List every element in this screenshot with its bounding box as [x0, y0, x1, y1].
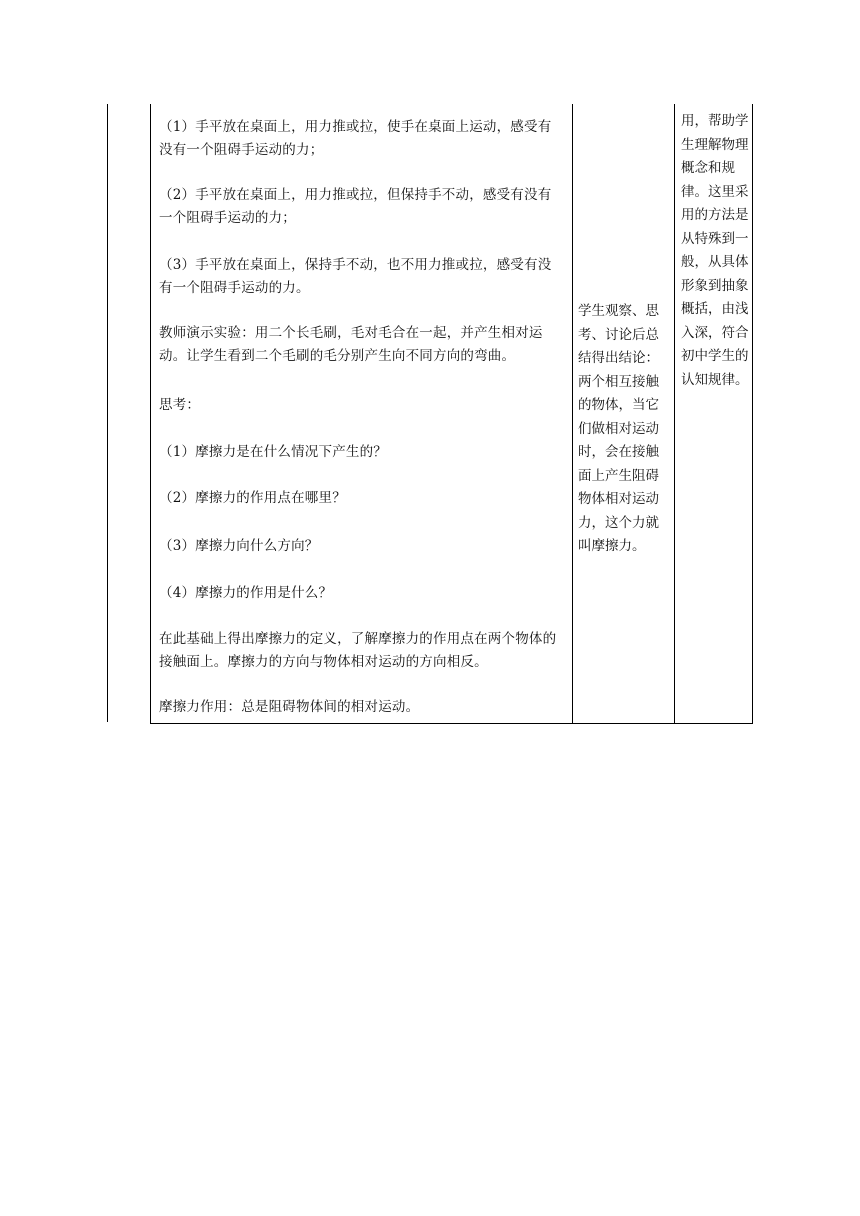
design-intent-text: 用，帮助学生理解物理概念和规律。这里采用的方法是从特殊到一般，从具体形象到抽象概括，由浅入深，符合初中学生的认知规律。 [681, 113, 749, 388]
design-intent-cell [675, 104, 752, 723]
friction-effect-text: 摩擦力作用：总是阻碍物体间的相对运动。 [159, 699, 420, 715]
activity-3-text: （3）手平放在桌面上，保持手不动，也不用力推或拉，感受有没有一个阻碍手运动的力。 [159, 257, 552, 296]
table-left-border [107, 104, 108, 722]
question-1-text: （1）摩擦力是在什么情况下产生的？ [159, 444, 387, 460]
student-conclusion-text: 学生观察、思考、讨论后总结得出结论：两个相互接触的物体，当它们做相对运动时，会在接触面上产生阻碍物体相对运动力，这个力就叫摩擦力。 [578, 303, 659, 554]
question-2-text: （2）摩擦力的作用点在哪里？ [159, 490, 346, 506]
student-activity-cell [573, 104, 675, 723]
question-4-text: （4）摩擦力的作用是什么？ [159, 585, 333, 601]
friction-definition-text: 在此基础上得出摩擦力的定义，了解摩擦力的作用点在两个物体的接触面上。摩擦力的方向与物体相对运动的方向相反。 [159, 631, 557, 670]
question-3-text: （3）摩擦力向什么方向？ [159, 538, 319, 554]
activity-1-text: （1）手平放在桌面上，用力推或拉，使手在桌面上运动，感受有没有一个阻碍手运动的力； [159, 119, 552, 158]
teaching-process-cell [151, 104, 573, 723]
activity-2-text: （2）手平放在桌面上，用力推或拉，但保持手不动，感受有没有一个阻碍手运动的力； [159, 187, 552, 226]
thinking-heading: 思考： [159, 397, 201, 413]
teacher-demo-text: 教师演示实验：用二个长毛刷，毛对毛合在一起，并产生相对运动。让学生看到二个毛刷的毛分别产生向不同方向的弯曲。 [159, 325, 543, 364]
lesson-plan-table [151, 104, 753, 724]
